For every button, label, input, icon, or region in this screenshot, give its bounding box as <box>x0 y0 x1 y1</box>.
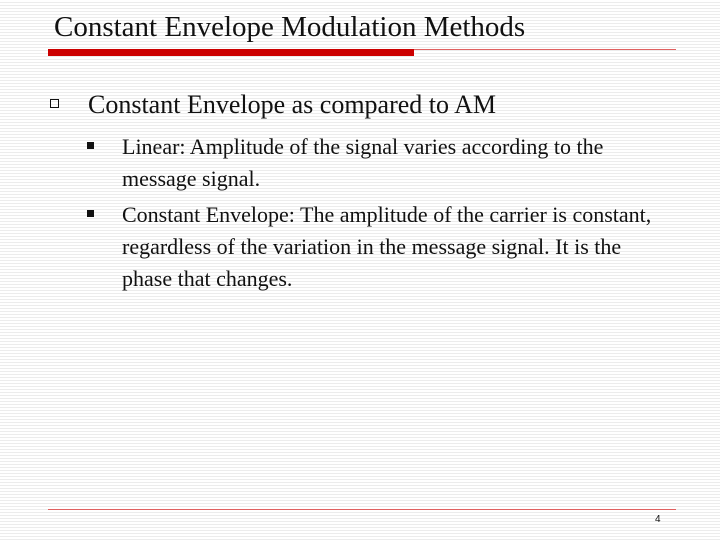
footer-rule-line <box>48 509 676 510</box>
slide-title: Constant Envelope Modulation Methods <box>54 11 526 43</box>
filled-square-bullet-icon <box>87 210 94 217</box>
title-accent-bar <box>48 49 414 56</box>
bullet-text: Constant Envelope as compared to AM <box>88 90 496 119</box>
subbullet-text: Constant Envelope: The amplitude of the carrier is constant, regardless of the variation in the message signal. It is the phase that changes. <box>122 202 652 291</box>
page-number: 4 <box>655 514 661 525</box>
hollow-square-bullet-icon <box>50 99 59 108</box>
subbullet-text: Linear: Amplitude of the signal varies according to the message signal. <box>122 134 604 191</box>
title-rule-line <box>414 49 676 50</box>
filled-square-bullet-icon <box>87 142 94 149</box>
